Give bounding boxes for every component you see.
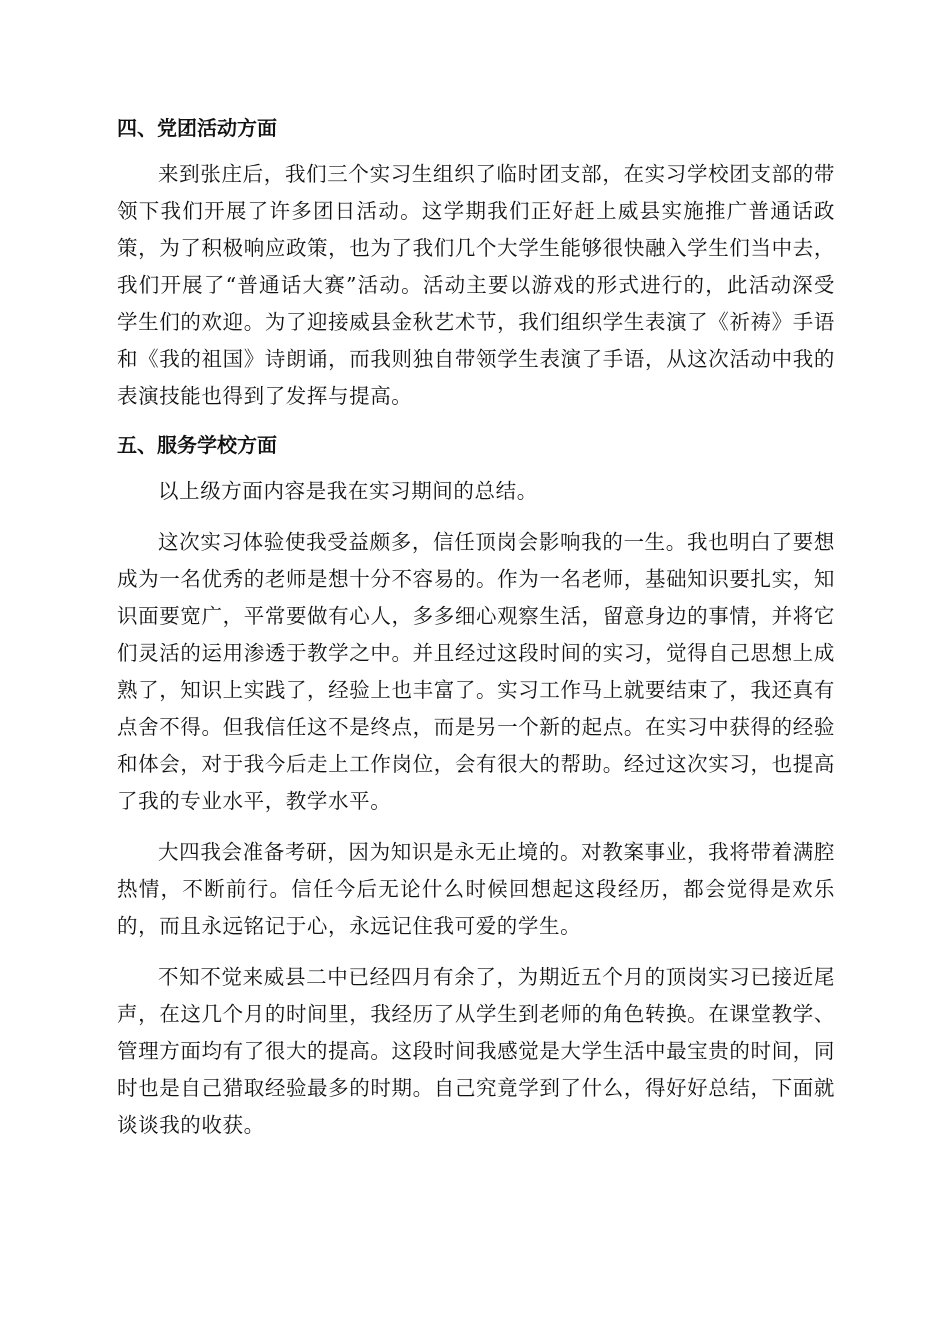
paragraph-reflection: 不知不觉来威县二中已经四月有余了，为期近五个月的顶岗实习已接近尾声，在这几个月的时间里，我经历了从学生到老师的角色转换。在课堂教学、管理方面均有了很大的提高。这段时间我感觉是大学生活中最宝贵的时间，同时也是自己猎取经验最多的时期。自己究竟学到了什么，得好好总结，下面就谈谈我的收获。 [117, 965, 835, 1137]
paragraph-summary-intro: 以上级方面内容是我在实习期间的总结。 [158, 479, 538, 503]
paragraph-party-activities: 来到张庄后，我们三个实习生组织了临时团支部，在实习学校团支部的带领下我们开展了许多团日活动。这学期我们正好赶上威县实施推广普通话政策，为了积极响应政策，也为了我们几个大学生能够很快融入学生们当中去，我们开展了“普通话大赛”活动。活动主要以游戏的形式进行的，此活动深受学生们的欢迎。为了迎接威县金秋艺术节，我们组织学生表演了《祈祷》手语和《我的祖国》诗朗诵，而我则独自带领学生表演了手语，从这次活动中我的表演技能也得到了发挥与提高。 [117, 162, 835, 408]
section-heading-school-service: 五、服务学校方面 [117, 433, 277, 457]
document-page [117, 107, 835, 1144]
paragraph-experience: 这次实习体验使我受益颇多，信任顶岗会影响我的一生。我也明白了要想成为一名优秀的老师是想十分不容易的。作为一名老师，基础知识要扎实，知识面要宽广，平常要做有心人，多多细心观察生活，留意身边的事情，并将它们灵活的运用渗透于教学之中。并且经过这段时间的实习，觉得自己思想上成熟了，知识上实践了，经验上也丰富了。实习工作马上就要结束了，我还真有点舍不得。但我信任这不是终点，而是另一个新的起点。在实习中获得的经验和体会，对于我今后走上工作岗位，会有很大的帮助。经过这次实习，也提高了我的专业水平，教学水平。 [117, 530, 835, 813]
paragraph-future-plans: 大四我会准备考研，因为知识是永无止境的。对教案事业，我将带着满腔热情，不断前行。信任今后无论什么时候回想起这段经历，都会觉得是欢乐的，而且永远铭记于心，永远记住我可爱的学生。 [117, 840, 835, 938]
section-heading-party-activities: 四、党团活动方面 [117, 116, 277, 140]
